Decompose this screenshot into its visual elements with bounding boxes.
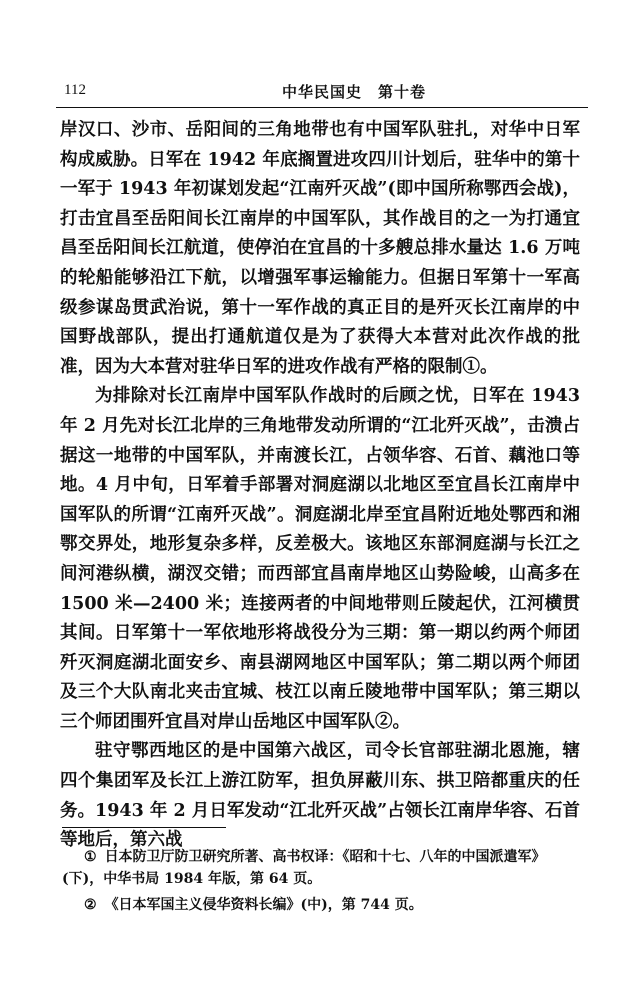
paragraph-3: 驻守鄂西地区的是中国第六战区，司令长官部驻湖北恩施，辖四个集团军及长江上游江防军，担负屏蔽川东、拱卫陪都重庆的任务。1943 年 2 月日军发动“江北歼灭战”占领长江南岸华容、石首等地后，第六战	[60, 741, 580, 851]
body-text	[60, 116, 580, 856]
footnote-2	[62, 894, 578, 916]
running-title: 中华民国史 第十卷	[282, 83, 427, 101]
footnote-marker: ②	[84, 897, 97, 913]
page-number: 112	[64, 82, 86, 98]
footnote-text: 日本防卫厅防卫研究所著、高书权译：《昭和十七、八年的中国派遣军》(下)，中华书局 1984 年版，第 64 页。	[62, 849, 546, 887]
header-rule	[56, 107, 588, 108]
paragraph-1: 岸汉口、沙市、岳阳间的三角地带也有中国军队驻扎，对华中日军构成威胁。日军在 1942 年底搁置进攻四川计划后，驻华中的第十一军于 1943 年初谋划发起“江南歼灭战”(即中国所称鄂西会战)，打击宜昌至岳阳间长江南岸的中国军队，其作战目的之一为打通宜昌至岳阳间长江航道，使停泊在宜昌的十多艘总排水量达 1.6 万吨的轮船能够沿江下航，以增强军事运输能力。但据日军第十一军高级参谋岛贯武治说，第十一军作战的真正目的是歼灭长江南岸的中国野战部队，提出打通航道仅是为了获得大本营对此次作战的批准，因为大本营对驻华日军的进攻作战有严格的限制①。	[60, 120, 580, 377]
footnote-1	[62, 846, 578, 890]
page-header	[56, 78, 588, 104]
footnote-text: 《日本军国主义侵华资料长编》(中)，第 744 页。	[104, 897, 423, 913]
footnotes	[62, 846, 578, 920]
footnote-marker: ①	[84, 849, 97, 865]
paragraph-2: 为排除对长江南岸中国军队作战时的后顾之忧，日军在 1943 年 2 月先对长江北岸的三角地带发动所谓的“江北歼灭战”，击溃占据这一地带的中国军队，并南渡长江，占领华容、石首、藕池口等地。4 月中旬，日军着手部署对洞庭湖以北地区至宜昌长江南岸中国军队的所谓“江南歼灭战”。洞庭湖北岸至宜昌附近地处鄂西和湘鄂交界处，地形复杂多样，反差极大。该地区东部洞庭湖与长江之间河港纵横，湖汊交错；而西部宜昌南岸地区山势险峻，山高多在 1500 米—2400 米；连接两者的中间地带则丘陵起伏，江河横贯其间。日军第十一军依地形将战役分为三期：第一期以约两个师团歼灭洞庭湖北面安乡、南县湖网地区中国军队；第二期以两个师团及三个大队南北夹击宜城、枝江以南丘陵地带中国军队；第三期以三个师团围歼宜昌对岸山岳地区中国军队②。	[60, 386, 580, 732]
footnote-separator	[62, 827, 226, 828]
